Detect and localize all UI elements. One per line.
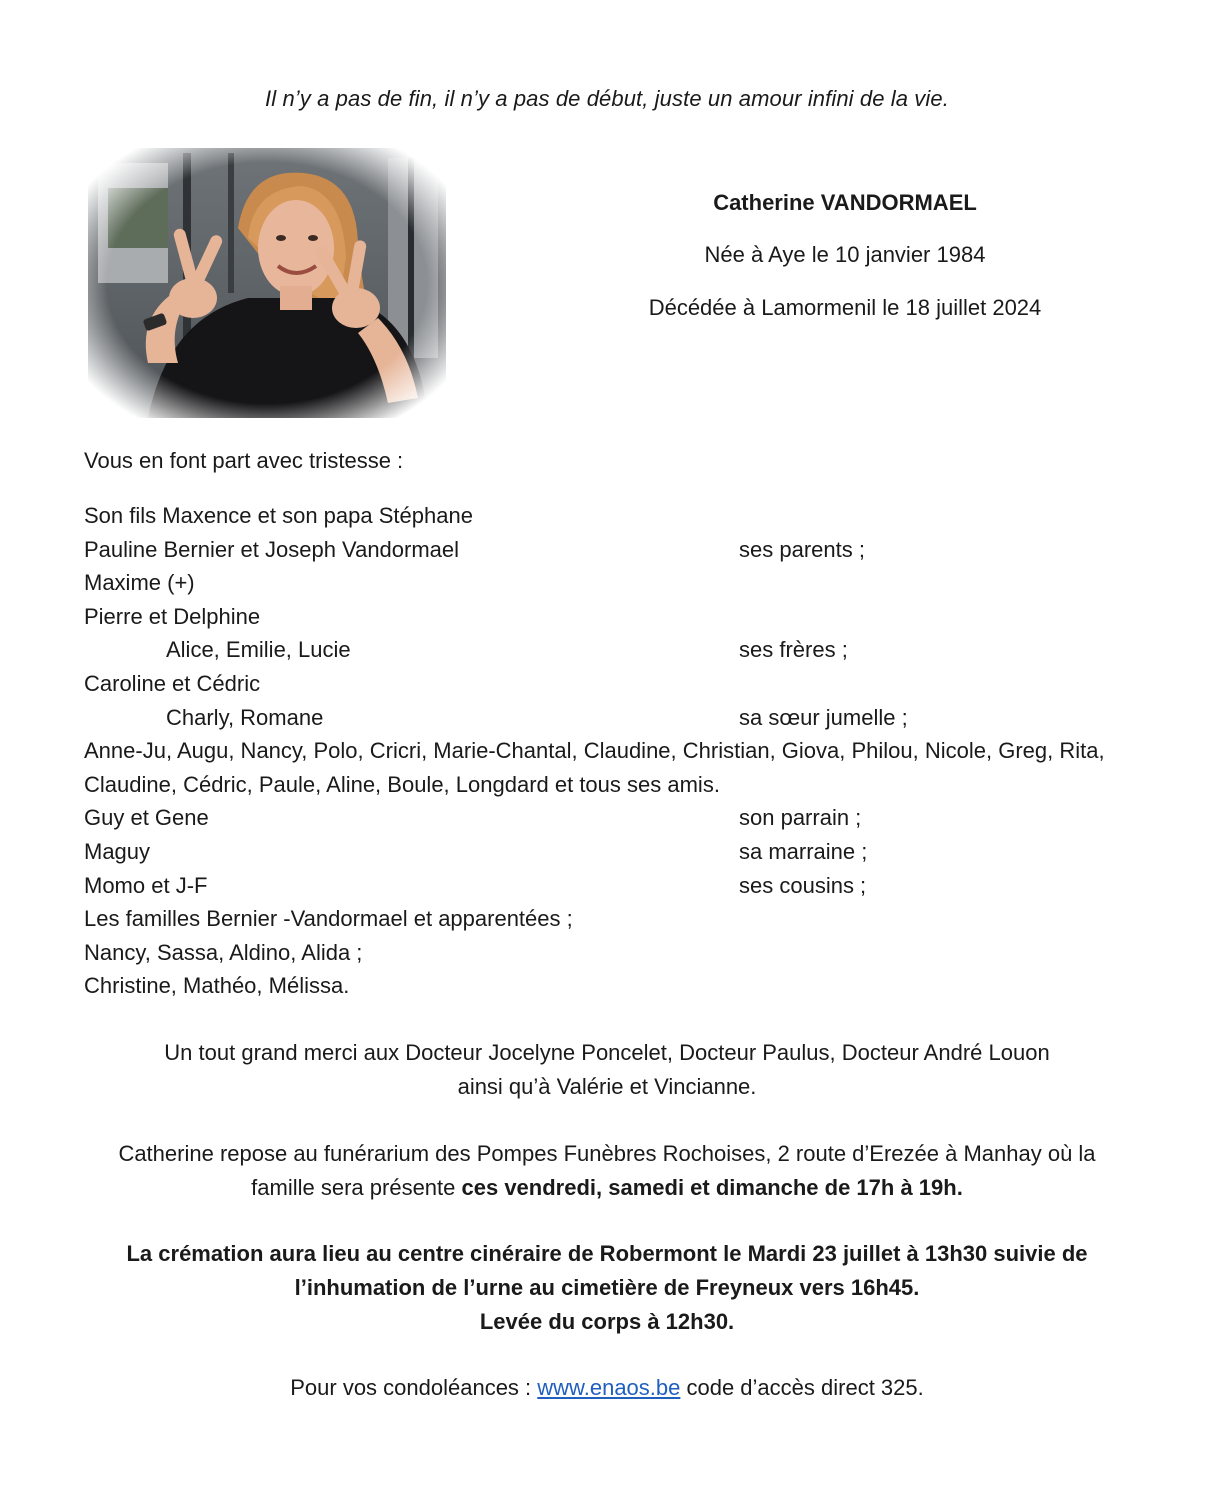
family-relation: sa sœur jumelle ; [739,704,908,730]
family-member: Momo et J-F [84,872,208,898]
family-member: Guy et Gene [84,805,209,831]
condolences-link[interactable]: www.enaos.be [537,1375,681,1400]
deceased-name: Catherine VANDORMAEL [713,190,977,215]
family-relation: son parrain ; [739,805,862,831]
intro-text: Vous en font part avec tristesse : [84,448,404,473]
condolences-paragraph [60,1371,1154,1405]
thanks-paragraph [60,1036,1154,1104]
funerarium-line [60,1171,1154,1205]
family-relation: ses frères ; [739,637,848,663]
family-relation: ses parents ; [739,536,865,562]
family-row [84,499,1144,533]
family-row [84,969,1144,1003]
family-row [84,835,1144,869]
family-member: Son fils Maxence et son papa Stéphane [84,503,473,528]
cremation-line: l’inhumation de l’urne au cimetière de Freyneux vers 16h45. [294,1275,920,1300]
family-member: Les familles Bernier -Vandormael et apparentées ; [84,906,573,932]
family-member: Alice, Emilie, Lucie [166,637,351,663]
family-row [84,533,1144,567]
family-row [84,902,1144,936]
death-line: Décédée à Lamormenil le 18 juillet 2024 [648,295,1042,320]
family-member: Caroline et Cédric [84,670,261,696]
family-row [84,566,1144,600]
condolences-suffix: code d’accès direct 325. [680,1375,924,1400]
family-relation: ses cousins ; [739,872,867,898]
family-member: Maguy [84,838,151,864]
funerarium-paragraph [60,1137,1154,1205]
cremation-line: La crémation aura lieu au centre cinéraire de Robermont le Mardi 23 juillet à 13h30 suivie de [126,1241,1088,1266]
funerarium-text: famille sera présente [251,1175,462,1200]
family-member: Charly, Romane [166,704,324,730]
family-member: Pauline Bernier et Joseph Vandormael [84,536,460,562]
family-row [84,869,1144,903]
family-member: Christine, Mathéo, Mélissa. [84,973,350,999]
birth-line: Née à Aye le 10 janvier 1984 [704,242,986,267]
funerarium-line: Catherine repose au funérarium des Pompes Funèbres Rochoises, 2 route d’Erezée à Manhay où la [118,1141,1096,1166]
family-row [84,936,1144,970]
portrait-photo [88,148,446,418]
condolences-prefix: Pour vos condoléances : [290,1375,538,1400]
family-row [84,600,1144,634]
family-row [84,734,1144,801]
visiting-hours: ces vendredi, samedi et dimanche de 17h à 19h. [461,1175,963,1200]
cremation-paragraph [60,1237,1154,1339]
family-row [84,701,1144,735]
thanks-line: ainsi qu’à Valérie et Vincianne. [457,1074,757,1099]
family-member: Nancy, Sassa, Aldino, Alida ; [84,939,363,965]
family-member: Pierre et Delphine [84,603,261,629]
friends-list: Anne-Ju, Augu, Nancy, Polo, Cricri, Marie-Chantal, Claudine, Christian, Giova, Philou, Nicole, Greg, Rita, Claudine, Cédric, Paule, Aline, Boule, Longdard et tous ses amis. [84,738,1105,797]
family-row [84,801,1144,835]
family-member: Maxime (+) [84,570,195,596]
family-row [84,667,1144,701]
thanks-line: Un tout grand merci aux Docteur Jocelyne Poncelet, Docteur Paulus, Docteur André Louon [164,1040,1050,1065]
family-relation: sa marraine ; [739,838,868,864]
family-row [84,633,1144,667]
cremation-line: Levée du corps à 12h30. [479,1309,735,1334]
family-list [84,499,1144,1003]
epigraph-quote: Il n’y a pas de fin, il n’y a pas de début, juste un amour infini de la vie. [265,86,949,111]
